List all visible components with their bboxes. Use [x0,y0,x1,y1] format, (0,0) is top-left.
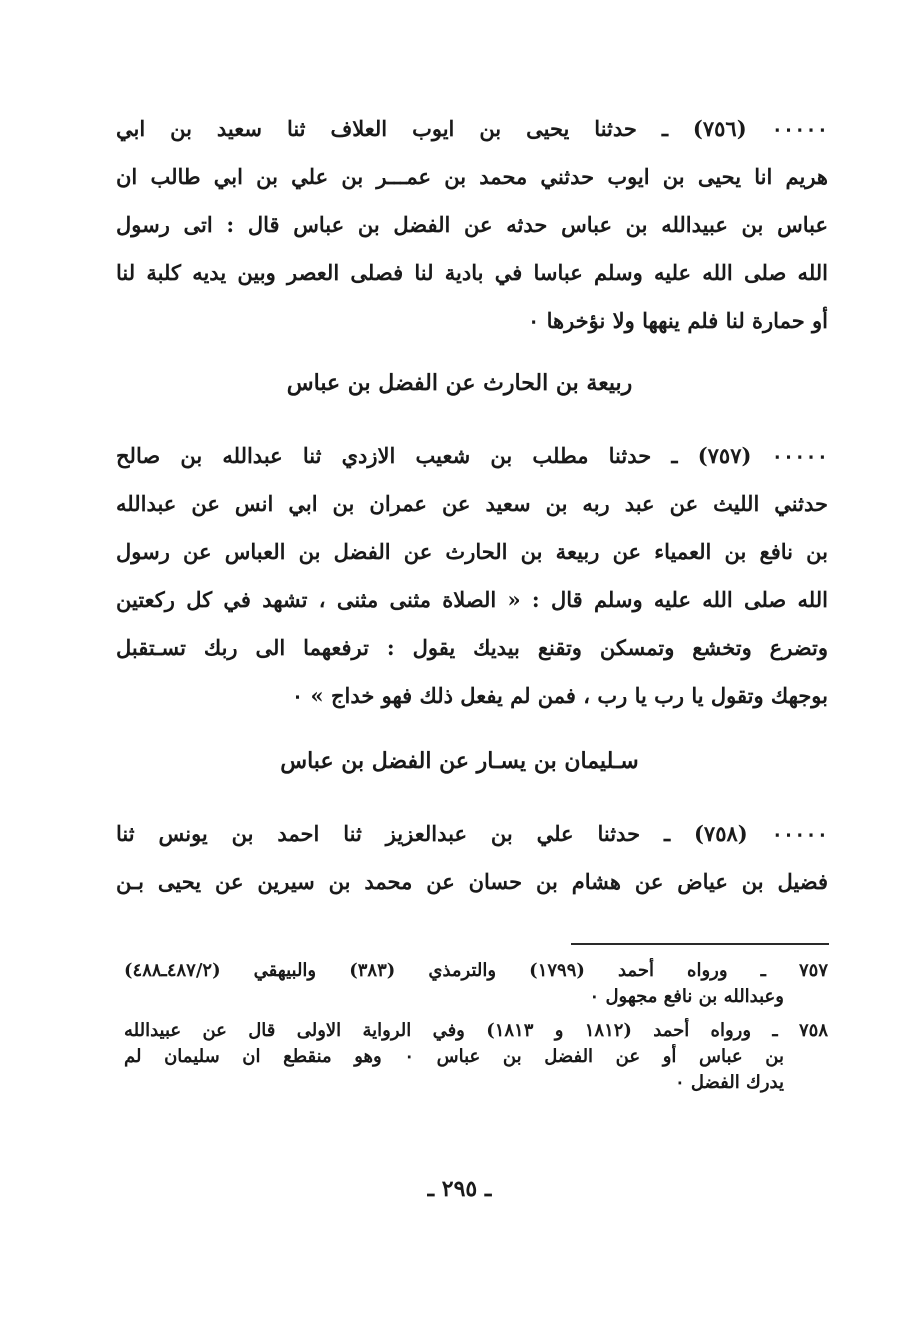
text-line: الله صلى الله عليه وسلم عباسا في بادية لنا فصلى العصر وبين يديه كلبة لنا [116,260,828,285]
text-line: بوجهك وتقول يا رب يا رب ، فمن لم يفعل ذلك فهو خداج » ٠ [291,683,828,708]
text-line: ٠٠٠٠٠ (٧٥٧) ـ حدثنا مطلب بن شعيب الازدي ثنا عبدالله بن صالح [116,443,828,468]
footnote-divider [571,943,829,945]
footnote-758 [124,1018,828,1096]
hadith-756-paragraph [116,105,828,345]
text-line: عباس بن عبيدالله بن عباس حدثه عن الفضل بن عباس قال : اتى رسول [116,212,828,237]
footnote-757 [124,958,828,1010]
footnote-line: بن عباس أو عن الفضل بن عباس ٠ وهو منقطع ان سليمان لم [124,1046,784,1067]
hadith-758-paragraph [116,810,828,906]
text-line: وتضرع وتخشع وتمسكن وتقنع بيديك يقول : ترفعهما الى ربك تسـتقبل [116,635,828,660]
text-line: بن نافع بن العمياء عن ربيعة بن الحارث عن الفضل بن العباس عن رسول [116,539,828,564]
text-line: هريم انا يحيى بن ايوب حدثني محمد بن عمـــر بن علي بن ابي طالب ان [116,164,828,189]
section-heading-rabia: ربيعة بن الحارث عن الفضل بن عباس [286,370,633,396]
page-number: ـ ٢٩٥ ـ [427,1176,492,1202]
text-line: ٠٠٠٠٠ (٧٥٦) ـ حدثنا يحيى بن ايوب العلاف ثنا سعيد بن ابي [116,116,828,141]
footnote-line: يدرك الفضل ٠ [674,1072,784,1093]
text-line: حدثني الليث عن عبد ربه بن سعيد عن عمران بن ابي انس عن عبدالله [116,491,828,516]
text-line: أو حمارة لنا فلم ينهها ولا نؤخرها ٠ [528,308,828,333]
footnote-line: وعبدالله بن نافع مجهول ٠ [589,986,784,1007]
footnote-line: ٧٥٨ ـ ورواه أحمد (١٨١٢ و ١٨١٣) وفي الرواية الاولى قال عن عبيدالله [124,1020,828,1041]
text-line: فضيل بن عياض عن هشام بن حسان عن محمد بن سيرين عن يحيى بـن [116,869,828,894]
section-heading-sulayman: سـليمان بن يسـار عن الفضل بن عباس [280,748,639,774]
hadith-757-paragraph [116,432,828,720]
text-line: الله صلى الله عليه وسلم قال : « الصلاة مثنى مثنى ، تشهد في كل ركعتين [116,587,828,612]
text-line: ٠٠٠٠٠ (٧٥٨) ـ حدثنا علي بن عبدالعزيز ثنا احمد بن يونس ثنا [116,821,828,846]
footnote-line: ٧٥٧ ـ ورواه أحمد (١٧٩٩) والترمذي (٣٨٣) والبيهقي (٤٨٧/٢ـ٤٨٨) [124,960,828,981]
